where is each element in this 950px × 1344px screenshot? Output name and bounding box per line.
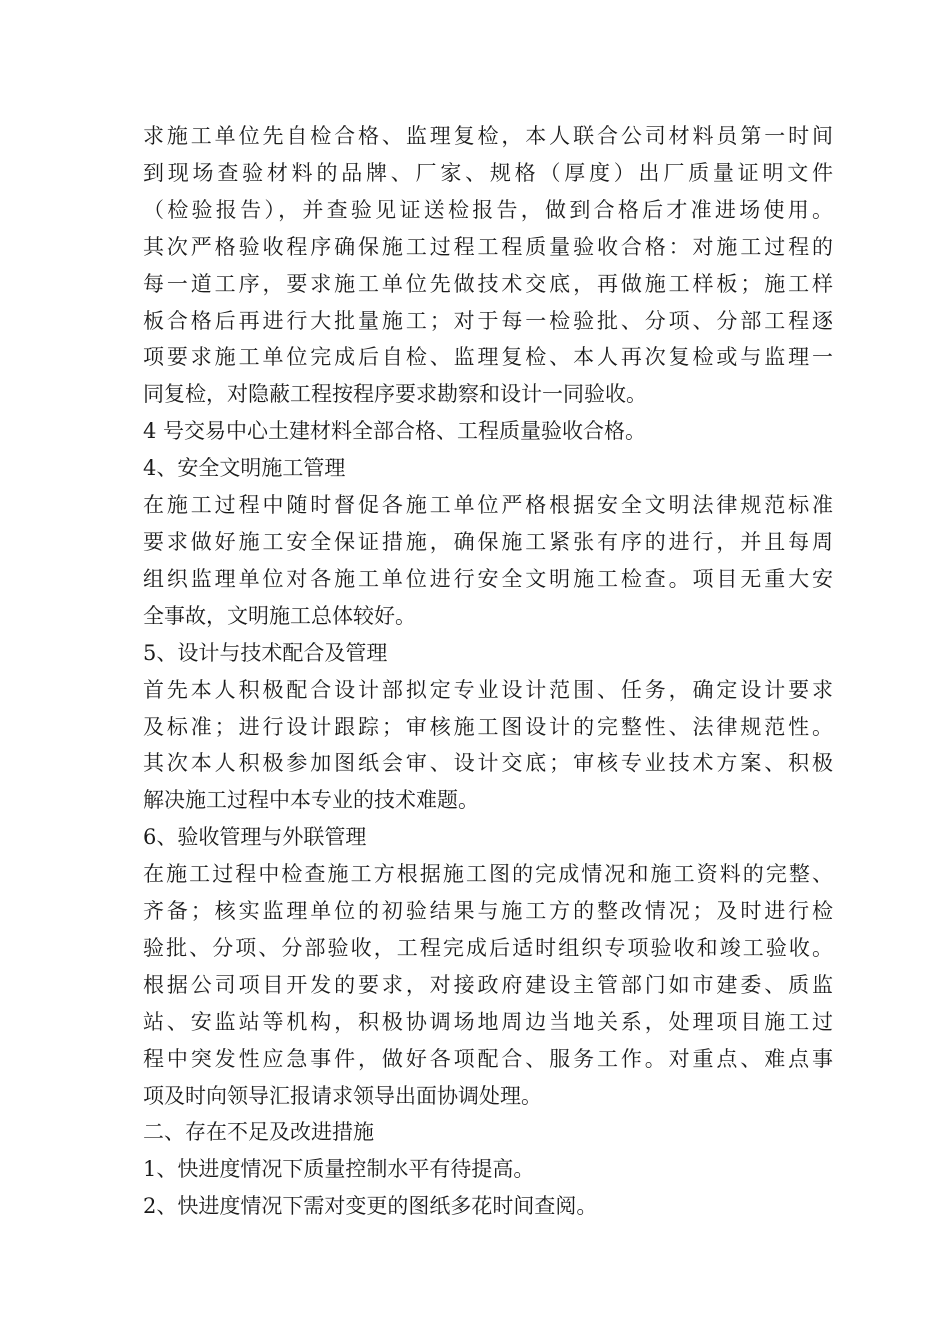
text-line: 根据公司项目开发的要求，对接政府建设主管部门如市建委、质监 [143,972,833,997]
text-line: 项及时向领导汇报请求领导出面协调处理。 [143,1083,542,1108]
text-line: 在施工过程中随时督促各施工单位严格根据安全文明法律规范标准 [143,493,833,518]
text-line: 其次严格验收程序确保施工过程工程质量验收合格：对施工过程的 [143,234,833,259]
text-line: 每一道工序，要求施工单位先做技术交底，再做施工样板；施工样 [143,271,833,296]
list-item: 1、快进度情况下质量控制水平有待提高。 [143,1157,535,1182]
text-line: 板合格后再进行大批量施工；对于每一检验批、分项、分部工程逐 [143,308,833,333]
text-line: 同复检，对隐蔽工程按程序要求勘察和设计一同验收。 [143,382,647,407]
text-line: 验批、分项、分部验收，工程完成后适时组织专项验收和竣工验收。 [143,935,833,960]
text-line: 其次本人积极参加图纸会审、设计交底；审核专业技术方案、积极 [143,751,833,776]
text-line: 首先本人积极配合设计部拟定专业设计范围、任务，确定设计要求 [143,677,833,702]
section-heading: 4、安全文明施工管理 [143,456,346,481]
text-line: 解决施工过程中本专业的技术难题。 [143,788,479,813]
text-line: 要求做好施工安全保证措施，确保施工紧张有序的进行，并且每周 [143,529,833,554]
text-line: （检验报告），并查验见证送检报告，做到合格后才准进场使用。 [143,197,833,222]
list-item: 2、快进度情况下需对变更的图纸多花时间查阅。 [143,1194,598,1219]
text-line: 组织监理单位对各施工单位进行安全文明施工检查。项目无重大安 [143,566,833,591]
text-line: 求施工单位先自检合格、监理复检，本人联合公司材料员第一时间 [143,124,833,148]
text-line: 在施工过程中检查施工方根据施工图的完成情况和施工资料的完整、 [143,862,833,887]
section-heading: 二、存在不足及改进措施 [143,1120,374,1145]
text-line: 全事故，文明施工总体较好。 [143,603,416,628]
text-line: 程中突发性应急事件，做好各项配合、服务工作。对重点、难点事 [143,1046,833,1071]
text-line: 到现场查验材料的品牌、厂家、规格（厚度）出厂质量证明文件 [143,160,833,185]
section-heading: 6、验收管理与外联管理 [143,825,367,850]
text-line: 站、安监站等机构，积极协调场地周边当地关系，处理项目施工过 [143,1009,833,1034]
section-heading: 5、设计与技术配合及管理 [143,640,388,665]
text-line: 及标准；进行设计跟踪；审核施工图设计的完整性、法律规范性。 [143,714,833,739]
text-line: 齐备；核实监理单位的初验结果与施工方的整改情况；及时进行检 [143,899,833,924]
text-line: 4 号交易中心土建材料全部合格、工程质量验收合格。 [143,419,647,444]
text-line: 项要求施工单位完成后自检、监理复检、本人再次复检或与监理一 [143,345,833,370]
document-body [143,118,833,1225]
